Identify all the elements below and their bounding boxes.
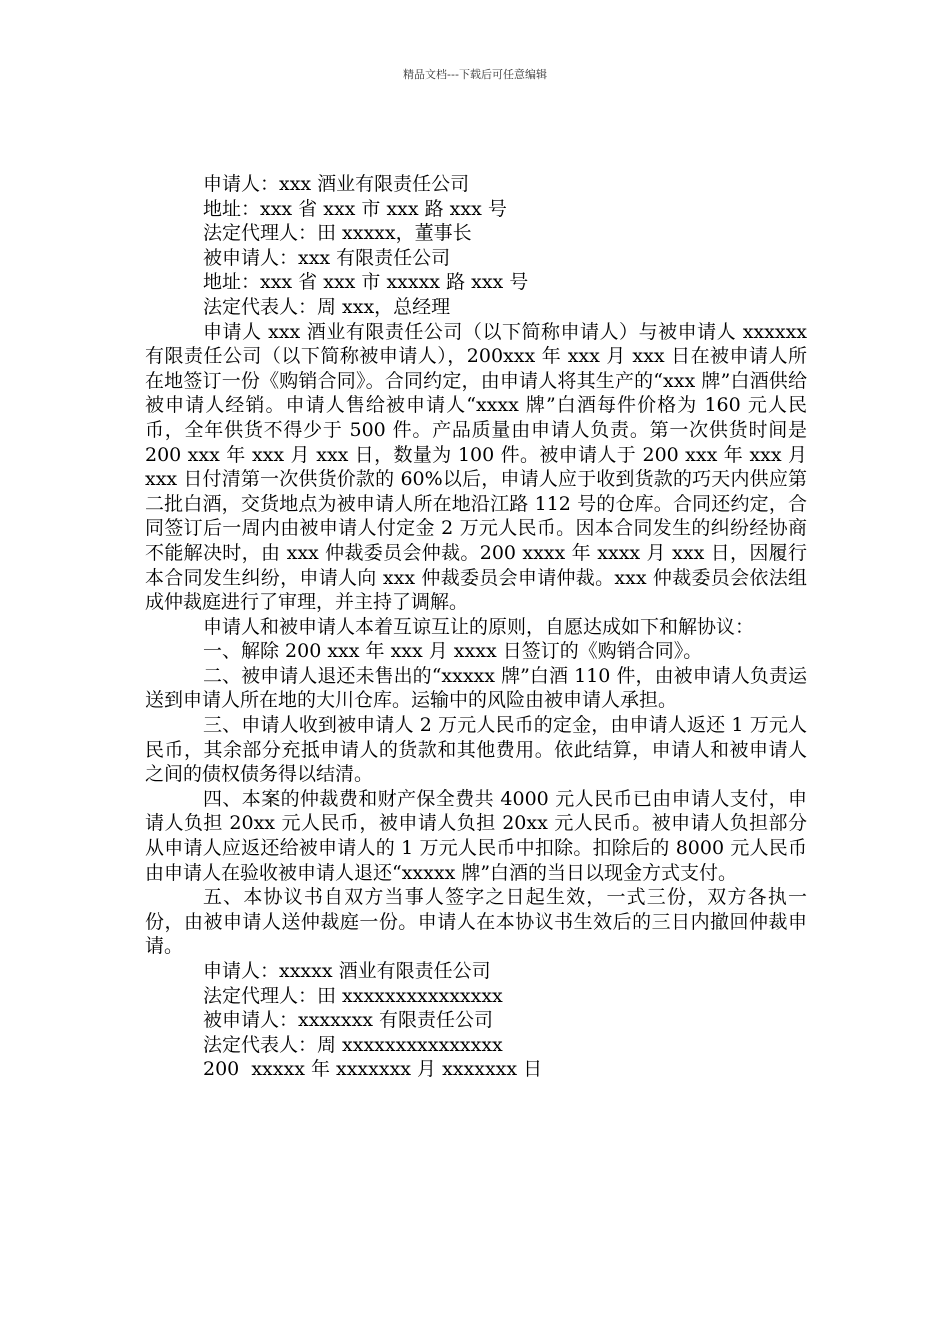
signature-respondent: 被申请人：xxxxxxx 有限责任公司	[203, 1009, 494, 1032]
facts-paragraph: 申请人 xxx 酒业有限责任公司（以下简称申请人）与被申请人 xxxxxx 有限责任公司（以下简称被申请人），200xxx 年 xxx 月 xxx 日在被申请人所在地签订一份《购销合同》。合同约定，由申请人将其生产的“xxx 牌”白酒供给被申请人经销。申请人售给被申请人“xxxx 牌”白酒每件价格为 160 元人民币，全年供货不得少于 500 件。产品质量由申请人负责。第一次供货时间是 200 xxx 年 xxx 月 xxx 日，数量为 100 件。被申请人于 200 xxx 年 xxx 月 xxx 日付清第一次供货价款的 60%以后，申请人应于收到货款的巧天内供应第二批白酒，交货地点为被申请人所在地沿江路 112 号的仓库。合同还约定，合同签订后一周内由被申请人付定金 2 万元人民币。因本合同发生的纠纷经协商不能解决时，由 xxx 仲裁委员会仲裁。200 xxxx 年 xxxx 月 xxx 日，因履行本合同发生纠纷，申请人向 xxx 仲裁委员会申请仲裁。xxx 仲裁委员会依法组成仲裁庭进行了审理，并主持了调解。	[145, 320, 807, 614]
intro-paragraph: 申请人和被申请人本着互谅互让的原则，自愿达成如下和解协议：	[203, 615, 755, 638]
respondent-representative-line: 法定代表人：周 xxx，总经理	[203, 295, 451, 318]
clause-2: 二、被申请人退还未售出的“xxxxx 牌”白酒 110 件，由被申请人负责运送到申请人所在地的大川仓库。运输中的风险由被申请人承担。	[145, 664, 807, 712]
respondent-address-line: 地址：xxx 省 xxx 市 xxxxx 路 xxx 号	[203, 271, 529, 294]
applicant-line: 申请人：xxx 酒业有限责任公司	[203, 173, 470, 195]
respondent-line: 被申请人：xxx 有限责任公司	[203, 246, 451, 269]
clause-3: 三、申请人收到被申请人 2 万元人民币的定金，由申请人返还 1 万元人民币，其余部分充抵申请人的货款和其他费用。依此结算，申请人和被申请人之间的债权债务得以结清。	[145, 714, 807, 786]
signature-applicant: 申请人：xxxxx 酒业有限责任公司	[203, 960, 491, 982]
applicant-address-line: 地址：xxx 省 xxx 市 xxx 路 xxx 号	[203, 197, 507, 220]
signature-respondent-representative: 法定代表人：周 xxxxxxxxxxxxxxx	[203, 1033, 503, 1056]
clause-1: 一、解除 200 xxx 年 xxx 月 xxxx 日签订的《购销合同》。	[203, 640, 703, 663]
signature-applicant-agent: 法定代理人：田 xxxxxxxxxxxxxxx	[203, 984, 503, 1007]
clause-4: 四、本案的仲裁费和财产保全费共 4000 元人民币已由申请人支付，申请人负担 20xx 元人民币，被申请人负担 20xx 元人民币。被申请人负担部分从申请人应返还给被申请人的 1 万元人民币中扣除。扣除后的 8000 元人民币由申请人在验收被申请人退还“xxxxx 牌”白酒的当日以现金方式支付。	[145, 787, 807, 884]
page-header: 精品文档---下载后可任意编辑	[403, 68, 547, 81]
signature-date: 200 xxxxx 年 xxxxxxx 月 xxxxxxx 日	[203, 1058, 543, 1081]
document-body	[145, 172, 807, 1082]
clause-5: 五、本协议书自双方当事人签字之日起生效，一式三份，双方各执一份，由被申请人送仲裁庭一份。申请人在本协议书生效后的三日内撤回仲裁申请。	[145, 886, 807, 958]
applicant-agent-line: 法定代理人：田 xxxxx，董事长	[203, 222, 472, 245]
